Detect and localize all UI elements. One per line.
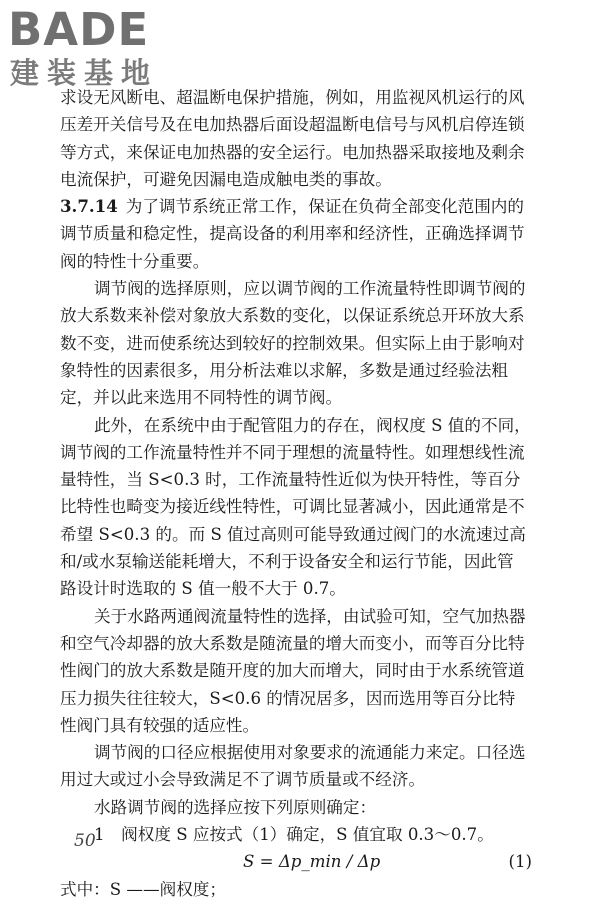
logo-wordmark: BADE	[8, 3, 150, 56]
formula-number: (1)	[508, 852, 532, 872]
text-line: 电流保护，可避免因漏电造成触电类的事故。	[60, 169, 392, 189]
text-line: 比特性也畸变为接近线性特性，可调比显著减小，因此通常是不	[60, 497, 525, 517]
text-line: 阀的特性十分重要。	[60, 251, 210, 271]
text-line: 希望 S<0.3 的。而 S 值过高则可能导致通过阀门的水流速过高	[60, 524, 526, 544]
text-segment: 为了调节系统正常工作，保证在负荷全部变化范围内的	[125, 197, 524, 217]
text-line: 和/或水泵输送能耗增大，不利于设备安全和运行节能，因此管	[60, 552, 514, 572]
text-line: 此外，在系统中由于配管阻力的存在，阀权度 S 值的不同，	[94, 415, 531, 435]
paragraph-1	[60, 84, 532, 193]
paragraph-4	[60, 412, 532, 603]
text-line: 压差开关信号及在电加热器后面设超温断电信号与风机启停连锁	[60, 115, 525, 135]
formula-1	[60, 848, 532, 875]
text-line: 用过大或过小会导致满足不了调节质量或不经济。	[60, 770, 426, 790]
formula-expression: S = Δp_min / Δp	[243, 852, 381, 872]
section-3-7-14	[60, 193, 532, 275]
where-line: 式中：S ——阀权度；	[60, 879, 226, 899]
text-line: 路设计时选取的 S 值一般不大于 0.7。	[60, 579, 346, 599]
text-line: 1 阀权度 S 应按式（1）确定，S 值宜取 0.3～0.7。	[94, 825, 494, 845]
clause-1	[60, 821, 532, 848]
text-line: 调节阀的口径应根据使用对象要求的流通能力来定。口径选	[94, 743, 526, 763]
text-line: 性阀门的放大系数是随开度的加大而增大，同时由于水系统管道	[60, 661, 525, 681]
paragraph-6	[60, 739, 532, 794]
paragraph-3	[60, 275, 532, 411]
logo-subtitle: 建装基地	[10, 56, 159, 90]
text-line: 象特性的因素很多，用分析法难以求解，多数是通过经验法粗	[60, 360, 509, 380]
section-number: 3.7.14	[60, 196, 118, 217]
text-line: 调节阀的选择原则，应以调节阀的工作流量特性即调节阀的	[94, 279, 526, 299]
text-line: 求设无风断电、超温断电保护措施，例如，用监视风机运行的风	[60, 88, 525, 107]
text-line: 调节质量和稳定性，提高设备的利用率和经济性，正确选择调节	[60, 224, 525, 244]
logo	[8, 3, 178, 92]
text-line: 等方式，来保证电加热器的安全运行。电加热器采取接地及剩余	[60, 142, 525, 162]
text-line: 量特性，当 S<0.3 时，工作流量特性近似为快开特性，等百分	[60, 470, 521, 490]
page-number: 50	[74, 831, 96, 851]
page-body	[60, 84, 532, 903]
text-line: 数不变，进而使系统达到较好的控制效果。但实际上由于影响对	[60, 333, 525, 353]
text-line: 性阀门具有较强的适应性。	[60, 715, 260, 735]
text-line: 关于水路两通阀流量特性的选择，由试验可知，空气加热器	[94, 606, 526, 626]
paragraph-7	[60, 794, 532, 821]
text-line: 和空气冷却器的放大系数是随流量的增大而变小，而等百分比特	[60, 633, 525, 653]
paragraph-5	[60, 603, 532, 739]
text-line	[60, 193, 532, 220]
text-line: 压力损失往往较大，S<0.6 的情况居多，因而选用等百分比特	[60, 688, 516, 708]
text-line: 定，并以此来选用不同特性的调节阀。	[60, 388, 343, 408]
text-line: 水路调节阀的选择应按下列原则确定：	[94, 797, 377, 817]
text-line: 调节阀的工作流量特性并不同于理想的流量特性。如理想线性流	[60, 442, 525, 462]
text-line: 放大系数来补偿对象放大系数的变化，以保证系统总开环放大系	[60, 306, 525, 326]
